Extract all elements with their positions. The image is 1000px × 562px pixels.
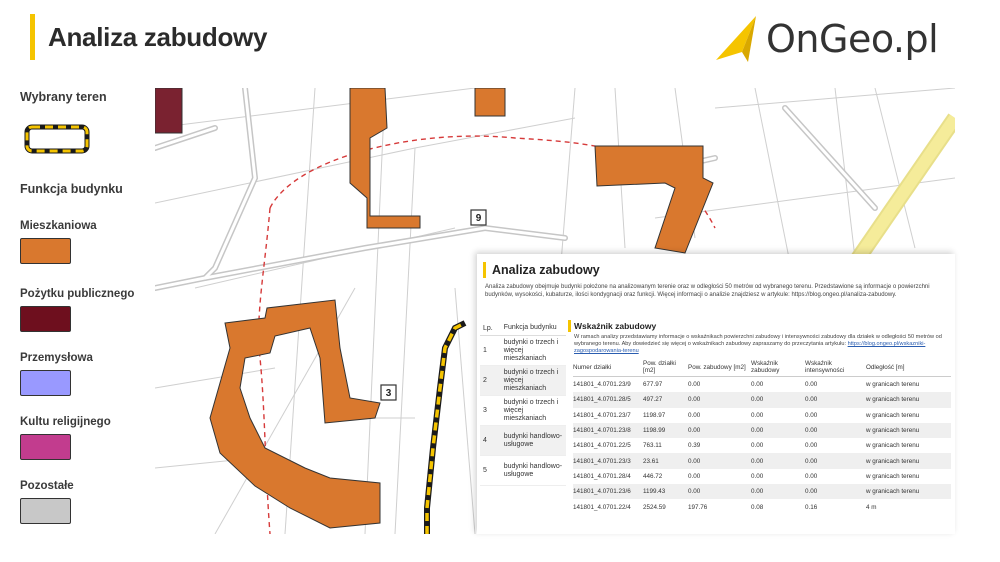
cell-distance: w granicach terenu: [866, 427, 920, 435]
legend-item: [20, 416, 150, 460]
cell-distance: w granicach terenu: [866, 488, 920, 496]
cell-distance: w granicach terenu: [866, 381, 920, 389]
indicator-table-header: [573, 358, 951, 377]
legend-item-label: Kultu religijnego: [20, 416, 111, 428]
header-distance: Odległość [m]: [866, 363, 905, 371]
indicator-article-link[interactable]: https://blog.ongeo.pl/wskazniki-zagospodarowania-terenu: [574, 341, 926, 354]
function-table-row: [480, 336, 566, 366]
cell-parcel-area: 2524.59: [643, 503, 666, 511]
indicator-table: [573, 358, 951, 515]
legend-item-label: Pożytku publicznego: [20, 288, 135, 300]
indicator-accent-bar: [568, 320, 571, 332]
header-function: Funkcja budynku: [503, 324, 557, 331]
function-table-header: [480, 321, 566, 336]
cell-intensity-ratio: 0.00: [805, 472, 818, 480]
row-function: budynki handlowo-usługowe: [503, 462, 563, 478]
cell-intensity-ratio: 0.00: [805, 427, 818, 435]
cell-building-ratio: 0.00: [751, 427, 764, 435]
indicator-table-row: [573, 392, 951, 407]
legend-item: [20, 288, 150, 332]
cell-distance: w granicach terenu: [866, 442, 920, 450]
map-marker-label: 3: [385, 388, 392, 399]
indicator-description-text: W ramach analizy przedstawiamy informacje o wskaźnikach powierzchni zabudowy i intensywności zabudowy dla działek w odległości 50 metrów od wybranego terenu. Aby dowiedzieć się więcej o wskaźnikach zabudowy zapraszamy do przeczytania artykułu:: [574, 334, 942, 347]
row-function: budynki handlowo-usługowe: [503, 432, 563, 448]
indicator-description: [574, 334, 952, 355]
row-lp: 2: [483, 377, 487, 384]
cell-distance: w granicach terenu: [866, 472, 920, 480]
cell-distance: 4 m: [866, 503, 877, 511]
legend-item-swatch: [20, 238, 71, 264]
cell-building-ratio: 0.00: [751, 457, 764, 465]
cell-parcel-area: 23.61: [643, 457, 659, 465]
legend-item-label: Pozostałe: [20, 480, 74, 492]
cell-built-area: 0.39: [688, 442, 701, 450]
analysis-report-panel: [477, 254, 955, 534]
cell-building-ratio: 0.00: [751, 396, 764, 404]
cell-intensity-ratio: 0.00: [805, 396, 818, 404]
logo-text: OnGeo.pl: [766, 17, 939, 61]
indicator-table-row: [573, 484, 951, 499]
page-title: Analiza zabudowy: [48, 22, 268, 52]
indicator-table-row: [573, 408, 951, 423]
legend-item: [20, 220, 150, 264]
cell-parcel-number: 141801_4.0701.23/9: [573, 381, 631, 389]
cell-building-ratio: 0.00: [751, 442, 764, 450]
title-accent-bar: [30, 14, 35, 60]
report-description: Analiza zabudowy obejmuje budynki położone na analizowanym terenie oraz w odległości 50 metrów od wybranego terenu. Przedstawione są informacje o powierzchni budynków, wysokości, kubaturze, ilości kondygnacji oraz funkcji. Więcej informacji o analizie znajdziesz w artykule: https://blog.ongeo.pl/analiza-zabudowy.: [485, 284, 930, 298]
report-accent-bar: [483, 262, 486, 278]
indicator-table-row: [573, 438, 951, 453]
legend-item-swatch: [20, 370, 71, 396]
map-marker-3[interactable]: [381, 385, 396, 400]
cell-parcel-number: 141801_4.0701.23/6: [573, 488, 631, 496]
legend-item-swatch: [20, 498, 71, 524]
cell-parcel-area: 497.27: [643, 396, 663, 404]
indicator-table-row: [573, 469, 951, 484]
header-parcel-number: Numer działki: [573, 363, 612, 371]
cell-intensity-ratio: 0.00: [805, 381, 818, 389]
ongeo-logo[interactable]: [712, 12, 982, 68]
cell-built-area: 197.76: [688, 503, 708, 511]
cell-distance: w granicach terenu: [866, 457, 920, 465]
cell-built-area: 0.00: [688, 381, 701, 389]
legend-item: [20, 352, 150, 396]
cell-parcel-area: 1198.99: [643, 427, 666, 435]
cell-building-ratio: 0.00: [751, 381, 764, 389]
indicator-table-row: [573, 377, 951, 392]
cell-built-area: 0.00: [688, 457, 701, 465]
ongeo-logo-icon: [712, 12, 764, 68]
cell-parcel-number: 141801_4.0701.23/8: [573, 427, 631, 435]
cell-parcel-number: 141801_4.0701.23/3: [573, 457, 631, 465]
row-lp: 3: [483, 407, 487, 414]
row-lp: 5: [483, 467, 487, 474]
cell-intensity-ratio: 0.16: [805, 503, 818, 511]
map-marker-9[interactable]: [471, 210, 486, 225]
cell-building-ratio: 0.00: [751, 472, 764, 480]
header-building-ratio: Wskaźnik zabudowy: [751, 360, 780, 374]
function-table-row: [480, 456, 566, 486]
cell-intensity-ratio: 0.00: [805, 488, 818, 496]
header-parcel-area: Pow. działki [m2]: [643, 360, 676, 374]
row-lp: 1: [483, 347, 487, 354]
header-built-area: Pow. zabudowy [m2]: [688, 363, 746, 371]
header-lp: Lp.: [483, 324, 493, 332]
cell-building-ratio: 0.00: [751, 488, 764, 496]
row-function: budynki o trzech i więcej mieszkaniach: [503, 338, 559, 362]
header-intensity-ratio: Wskaźnik intensywności: [805, 360, 845, 374]
legend-function-title: Funkcja budynku: [20, 182, 123, 196]
cell-parcel-number: 141801_4.0701.28/5: [573, 396, 631, 404]
legend-item-swatch: [20, 434, 71, 460]
cell-parcel-number: 141801_4.0701.22/4: [573, 503, 631, 511]
cell-distance: w granicach terenu: [866, 411, 920, 419]
legend-item-label: Mieszkaniowa: [20, 220, 97, 232]
cell-parcel-area: 677.97: [643, 381, 663, 389]
cell-built-area: 0.00: [688, 488, 701, 496]
cell-parcel-number: 141801_4.0701.22/5: [573, 442, 631, 450]
indicator-table-row: [573, 499, 951, 514]
cell-parcel-area: 446.72: [643, 472, 663, 480]
cell-built-area: 0.00: [688, 472, 701, 480]
function-table-row: [480, 366, 566, 396]
cell-building-ratio: 0.08: [751, 503, 764, 511]
cell-parcel-number: 141801_4.0701.28/4: [573, 472, 631, 480]
legend-item-label: Przemysłowa: [20, 352, 93, 364]
selected-area-swatch: [24, 124, 90, 154]
cell-built-area: 0.00: [688, 411, 701, 419]
cell-built-area: 0.00: [688, 427, 701, 435]
legend-item-swatch: [20, 306, 71, 332]
indicator-table-row: [573, 453, 951, 468]
function-table-row: [480, 426, 566, 456]
cell-intensity-ratio: 0.00: [805, 442, 818, 450]
cell-distance: w granicach terenu: [866, 396, 920, 404]
row-function: budynki o trzech i więcej mieszkaniach: [503, 368, 559, 392]
report-title: Analiza zabudowy: [492, 263, 600, 277]
cell-parcel-number: 141801_4.0701.23/7: [573, 411, 631, 419]
indicator-table-row: [573, 423, 951, 438]
cell-parcel-area: 1198.97: [643, 411, 666, 419]
cell-parcel-area: 763.11: [643, 442, 662, 450]
cell-parcel-area: 1199.43: [643, 488, 666, 496]
function-table-row: [480, 396, 566, 426]
cell-building-ratio: 0.00: [751, 411, 764, 419]
legend-item: [20, 480, 150, 524]
legend-selected-title: Wybrany teren: [20, 90, 107, 104]
indicator-title: Wskaźnik zabudowy: [574, 321, 657, 331]
cell-intensity-ratio: 0.00: [805, 411, 818, 419]
cell-intensity-ratio: 0.00: [805, 457, 818, 465]
building-function-table: [480, 321, 566, 486]
row-lp: 4: [483, 437, 487, 444]
cell-built-area: 0.00: [688, 396, 701, 404]
map-marker-label: 9: [475, 213, 482, 224]
row-function: budynki o trzech i więcej mieszkaniach: [503, 398, 559, 422]
